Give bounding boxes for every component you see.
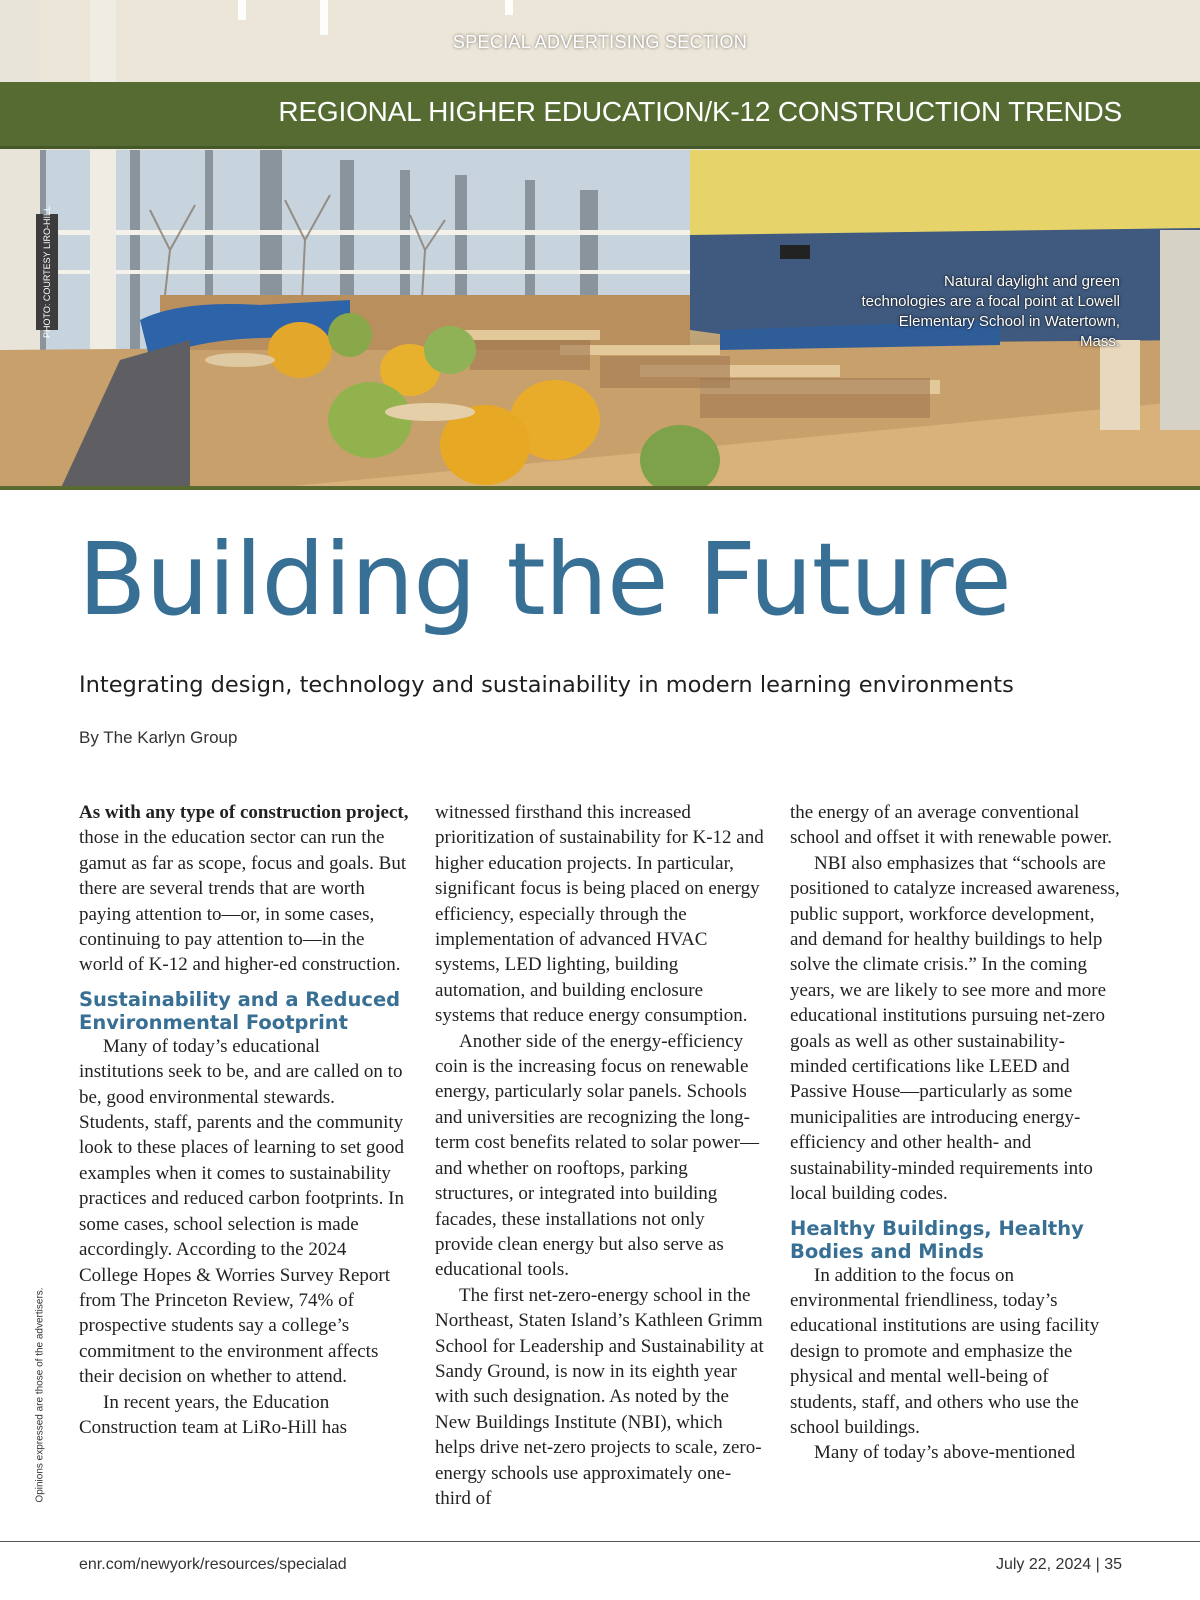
article-column-2: [435, 800, 765, 1511]
section-heading: Sustainability and a Reduced Environmental Footprint: [79, 987, 401, 1034]
paragraph: In recent years, the Education Construction team at LiRo-Hill has: [79, 1391, 348, 1438]
article-column-3: [790, 800, 1120, 1466]
section-heading: Healthy Buildings, Healthy Bodies and Minds: [790, 1216, 1084, 1263]
classroom-illustration: [0, 0, 1200, 490]
advertiser-disclaimer-text: Opinions expressed are those of the advertisers.: [34, 1287, 46, 1503]
paragraph: Another side of the energy-efficiency coin is the increasing focus on renewable energy, particularly solar panels. Schools and universities are recognizing the long-term cost benefits related to solar power—and whether on rooftops, parking structures, or integrated into building facades, these installations not only provide clean energy but also serve as educational tools.: [435, 1030, 759, 1281]
paragraph: Many of today’s above-mentioned: [814, 1442, 1076, 1464]
advertiser-disclaimer: [30, 1287, 50, 1503]
article-byline: By The Karlyn Group: [79, 728, 238, 747]
footer-url[interactable]: enr.com/newyork/resources/specialad: [79, 1556, 347, 1573]
footer-date-page: July 22, 2024 | 35: [995, 1556, 1122, 1573]
hero-bottom-rule: [0, 486, 1200, 490]
paragraph: In addition to the focus on environmental friendliness, today’s educational institutions are using facility design to promote and emphasize the physical and mental well-being of students, staff, and others who use the school buildings.: [790, 1264, 1100, 1438]
paragraph: The first net-zero-energy school in the Northeast, Staten Island’s Kathleen Grimm School for Leadership and Sustainability at Sandy Ground, is now in its eighth year with such designation. As noted by the New Buildings Institute (NBI), which helps drive net-zero projects to scale, zero-energy schools use approximately one-third of: [435, 1284, 764, 1509]
paragraph: [79, 800, 409, 978]
article-title: Building the Future: [78, 521, 1011, 638]
photo-credit: [36, 205, 58, 339]
paragraph: the energy of an average conventional school and offset it with renewable power.: [790, 802, 1113, 849]
lead-in: As with any type of construction project,: [79, 802, 409, 823]
photo-caption: Natural daylight and green technologies are a focal point at Lowell Elementary School in Watertown, Mass.: [861, 273, 1120, 350]
paragraph: Many of today’s educational institutions seek to be, and are called on to be, good environmental stewards. Students, staff, parents and the community look to these places of learning to set good examples when it comes to sustainability practices and reduced carbon footprints. In some cases, school selection is made accordingly. According to the 2024 College Hopes & Worries Survey Report from The Princeton Review, 74% of prospective students say a college’s commitment to the environment affects their decision on whether to attend.: [79, 1035, 405, 1388]
article-subtitle: Integrating design, technology and sustainability in modern learning environments: [79, 672, 1014, 698]
paragraph-text: those in the education sector can run the gamut as far as scope, focus and goals. But there are several trends that are worth paying attention to—or, in some cases, continuing to pay attention to—in the world of K-12 and higher-ed construction.: [79, 827, 407, 976]
special-section-label: SPECIAL ADVERTISING SECTION: [452, 32, 748, 52]
banner-title: REGIONAL HIGHER EDUCATION/K-12 CONSTRUCTION TRENDS: [278, 96, 1122, 127]
hero-photo: [0, 0, 1200, 490]
section-banner: [0, 82, 1200, 149]
footer-rule: [0, 1541, 1200, 1542]
article-column-1: [79, 800, 409, 1440]
paragraph: witnessed firsthand this increased prioritization of sustainability for K-12 and higher education projects. In particular, significant focus is being placed on energy efficiency, especially through the implementation of advanced HVAC systems, LED lighting, building automation, and building enclosure systems that reduce energy consumption.: [435, 802, 764, 1027]
paragraph: NBI also emphasizes that “schools are positioned to catalyze increased awareness, public support, workforce development, and demand for healthy buildings to help solve the climate crisis.” In the coming years, we are likely to see more and more educational institutions pursuing net-zero goals as well as other sustainability-minded certifications like LEED and Passive House—particularly as some municipalities are introducing energy-efficiency and other health- and sustainability-minded requirements into local building codes.: [790, 852, 1120, 1205]
photo-credit-text: PHOTO: COURTESY LIRO-HILL: [42, 205, 52, 339]
